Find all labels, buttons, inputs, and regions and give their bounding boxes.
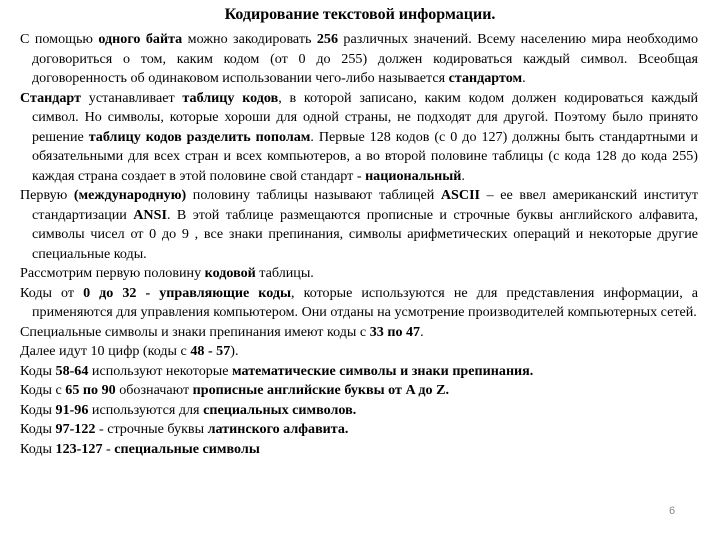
- bold-text: 256: [316, 31, 338, 47]
- text-run: Специальные символы и знаки препинания имеют коды с: [20, 323, 370, 340]
- text-run: ).: [230, 343, 239, 359]
- text-run: Коды: [20, 421, 56, 437]
- text-run: Коды с: [20, 382, 66, 398]
- paragraph-5: [20, 284, 698, 323]
- bold-text: ANSI: [133, 206, 167, 223]
- paragraph-4: [20, 264, 698, 284]
- text-run: -: [102, 440, 115, 457]
- bold-text: 33 по 47: [369, 323, 421, 340]
- bold-text: латинского алфавита.: [207, 421, 349, 437]
- bold-text: математические символы и знаки препинания.: [232, 362, 534, 379]
- body-text: [20, 30, 698, 459]
- paragraph-10: [20, 401, 698, 421]
- text-run: Далее идут 10 цифр (коды с: [20, 343, 191, 359]
- page-title: Кодирование текстовой информации.: [224, 6, 496, 23]
- bold-text: ASCII: [440, 187, 481, 203]
- page-number: 6: [668, 505, 676, 517]
- bold-text: 58-64: [55, 362, 89, 379]
- bold-text: одного байта: [98, 31, 183, 47]
- text-run: , которые используются не для представления информации, а применяются для управления компьютером. Они отданы на усмотрение производителей компьютерных сетей.: [32, 284, 699, 320]
- paragraph-11: [20, 420, 698, 440]
- bold-text: 0 до 32 - управляющие коды: [83, 284, 292, 301]
- text-run: Рассмотрим первую половину: [20, 265, 205, 281]
- bold-text: 97-122: [55, 421, 96, 437]
- text-run: , в которой записано, каким кодом должен кодироваться каждый символ. Но символы, которые хороши для одной страны, не подходят для другой. Поэтому было принято решение: [32, 89, 698, 145]
- paragraph-8: [20, 362, 698, 382]
- bold-text: прописные английские буквы от A до Z.: [192, 382, 450, 398]
- text-run: . Первые 128 кодов (с 0 до 127) должны быть стандартными и обязательными для всех стран и всех компьютеров, а во второй половине таблицы (с кода 128 до кода 255) каждая страна создает в этой половине свой стандарт -: [32, 128, 698, 184]
- text-run: .: [461, 167, 465, 184]
- text-run: обозначают: [115, 382, 193, 398]
- paragraph-7: [20, 342, 698, 362]
- text-run: Коды от: [20, 284, 84, 301]
- bold-text: 48 - 57: [190, 343, 231, 359]
- text-run: Коды: [20, 362, 56, 379]
- text-run: различных значений. Всему населению мира необходимо договориться о том, каким кодом (от 0 до 255) должен кодироваться каждый символ. Всеобщая договоренность об одинаковом использовании чего-либо называется: [32, 31, 699, 86]
- text-run: используются для: [88, 401, 204, 418]
- bold-text: Стандарт: [20, 89, 82, 106]
- paragraph-9: [20, 381, 698, 401]
- paragraph-12: [20, 440, 698, 460]
- text-run: - строчные буквы: [95, 421, 208, 437]
- paragraph-1: [20, 30, 698, 89]
- text-run: – ее ввел американский институт стандартизации: [32, 187, 698, 223]
- text-run: Первую: [20, 187, 74, 203]
- text-run: половину таблицы называют таблицей: [186, 187, 441, 203]
- bold-text: кодовой: [204, 265, 256, 281]
- text-run: таблицы.: [255, 265, 314, 281]
- paragraph-3: [20, 186, 698, 264]
- bold-text: таблицу кодов разделить пополам: [88, 128, 311, 145]
- bold-text: специальные символы: [114, 440, 260, 457]
- text-run: С помощью: [20, 31, 99, 47]
- bold-text: 91-96: [55, 401, 89, 418]
- text-run: Коды: [20, 401, 56, 418]
- text-run: можно закодировать: [182, 31, 317, 47]
- bold-text: специальных символов.: [203, 401, 357, 418]
- text-run: .: [522, 70, 526, 86]
- text-run: . В этой таблице размещаются прописные и строчные буквы английского алфавита, символы чисел от 0 до 9 , все знаки препинания, символы арифметических операций и некоторые другие специальные коды.: [32, 206, 698, 262]
- text-run: устанавливает: [81, 89, 183, 106]
- text-run: .: [420, 323, 424, 340]
- bold-text: национальный: [365, 167, 462, 184]
- text-run: используют некоторые: [88, 362, 233, 379]
- text-run: Коды: [20, 440, 56, 457]
- bold-text: таблицу кодов: [182, 89, 279, 106]
- bold-text: (международную): [73, 187, 187, 203]
- bold-text: 123-127: [55, 440, 103, 457]
- bold-text: 65 по 90: [65, 382, 116, 398]
- bold-text: стандартом: [448, 70, 523, 86]
- paragraph-6: [20, 323, 698, 343]
- paragraph-2: [20, 89, 698, 187]
